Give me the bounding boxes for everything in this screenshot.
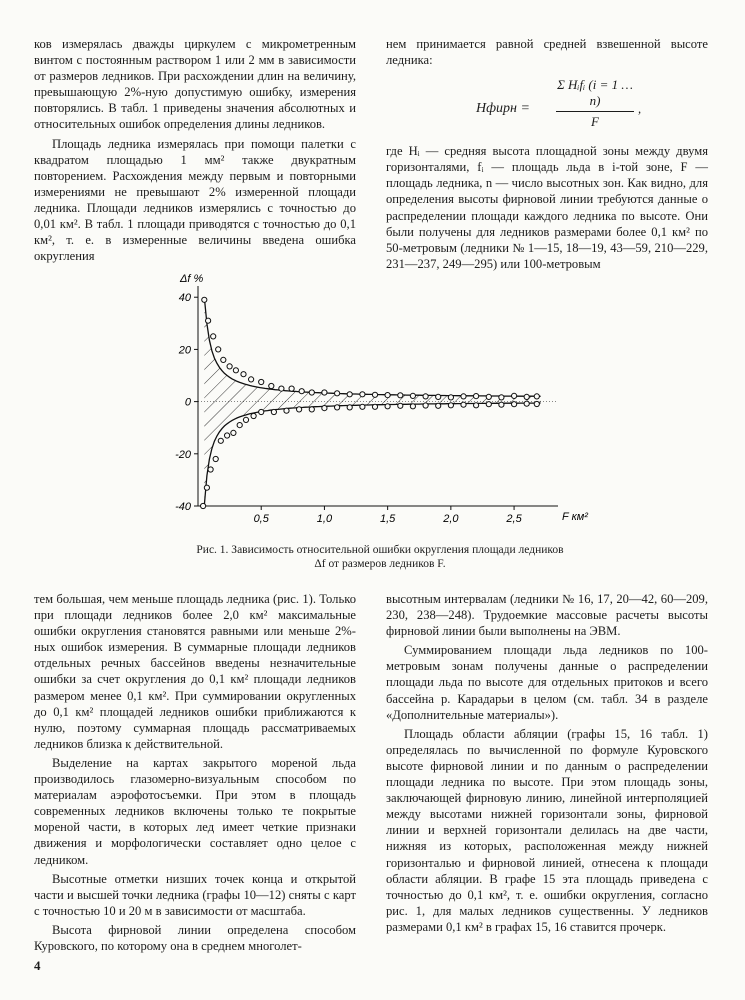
lower-data-point [284, 408, 289, 413]
paragraph: Высотные отметки низших точек конца и открытой части и высшей точки ледника (графы 10—12) сняты с карт с точностью 10 и 20 м в зависимости от масштаба. [34, 871, 356, 918]
upper-data-point [211, 334, 216, 339]
upper-data-point [410, 393, 415, 398]
lower-data-point [309, 407, 314, 412]
lower-data-point [360, 404, 365, 409]
lower-data-point [204, 485, 209, 490]
x-tick-label: 2,0 [443, 513, 459, 525]
lower-data-point [243, 417, 248, 422]
upper-data-point [221, 357, 226, 362]
upper-data-point [347, 392, 352, 397]
formula-fraction [556, 77, 634, 130]
paragraph: Площадь области абляции (графы 15, 16 табл. 1) определялась по вычисленной по формуле Куровского высоте фирновой линии и по данным о распределении площади ледника по высоте. При этом площадь зоны, заключающей фирновую линию, линейной интерполяцией между высотами нижней горизонтали зоны, фирновой линии и верхней горизонтали делилась на две части, нижняя из которых, расположенная между нижней горизонталью и фирновой линией, отнесена к площади области абляции. В графе 15 эта площадь приведена с точностью до 0,1 км², т. е. ошибки округления, согласно рис. 1, для малых ледников существенны. У ледников размерами 0,1 км² в графах 15, 16 ставится прочерк. [386, 726, 708, 934]
x-tick-label: 0,5 [253, 513, 269, 525]
upper-data-point [474, 394, 479, 399]
y-tick-label: 40 [178, 292, 191, 305]
y-tick-label: 0 [184, 396, 191, 409]
lower-data-point [448, 403, 453, 408]
lower-data-point [251, 413, 256, 418]
text-column-bottom-left [34, 591, 356, 957]
upper-data-point [227, 364, 232, 369]
paragraph: нем принимается равной средней взвешенной высоте ледника: [386, 37, 708, 68]
text-column-top-left [34, 36, 356, 267]
lower-data-point [436, 403, 441, 408]
upper-data-point [289, 386, 294, 391]
x-tick-label: 1,5 [379, 513, 396, 525]
lower-data-point [474, 403, 479, 408]
lower-data-point [534, 401, 539, 406]
upper-data-point [259, 379, 264, 384]
caption-line-2: Δf от размеров ледников F. [314, 558, 446, 570]
lower-data-point [423, 403, 428, 408]
lower-data-point [201, 503, 206, 508]
upper-data-point [534, 394, 539, 399]
formula-lhs: Hфирн = [476, 101, 530, 117]
upper-data-point [279, 386, 284, 391]
lower-data-point [237, 423, 242, 428]
y-tick-label: 20 [178, 344, 191, 357]
lower-data-point [259, 409, 264, 414]
upper-data-point [216, 347, 221, 352]
upper-data-point [249, 377, 254, 382]
text-column-top-right [386, 36, 708, 275]
lower-data-point [271, 409, 276, 414]
paragraph: тем большая, чем меньше площадь ледника (рис. 1). Только при площади ледников более 2,0 км² максимальные ошибки округления становятся равными или меньше 2%-ных ошибок измерения. В суммарные площади ледников отдельных речных бассейнов введены незначительные ошибки за счет округления до 0,1 км² площади ледников размером менее 0,1 км². При суммировании округленных до 0,1 км² площадей ледников ошибки приближаются к нулю, поэтому суммарная площадь рассматриваемых ледников близка к действительной. [34, 592, 356, 751]
paragraph: высотным интервалам (ледники № 16, 17, 20—42, 60—209, 230, 238—248). Трудоемкие массовые расчеты высоты фирновой линии были выполнены на ЭВМ. [386, 592, 708, 639]
lower-data-point [512, 402, 517, 407]
upper-data-point [448, 395, 453, 400]
text-column-bottom-right [386, 591, 708, 938]
paragraph: где Hᵢ — средняя высота площадной зоны между двумя горизонталями, fᵢ — площадь льда в i-той зоне, F — площадь ледника, n — число высотных зон. Как видно, для определения высоты фирновой линии требуются данные о распределении площади каждого ледника по высоте. Они были получены для ледников размерами более 0,1 км² по 50-метровым (ледники № 1—15, 18—19, 43—59, 210—229, 231—237, 249—295) или 100-метровым [386, 144, 708, 271]
upper-data-point [512, 393, 517, 398]
lower-data-point [461, 402, 466, 407]
upper-data-point [461, 394, 466, 399]
upper-data-point [385, 393, 390, 398]
lower-data-point [322, 406, 327, 411]
lower-data-point [231, 430, 236, 435]
y-axis-label: Δf % [180, 273, 204, 285]
lower-data-point [385, 404, 390, 409]
lower-data-point [499, 402, 504, 407]
upper-envelope-curve [204, 297, 540, 396]
y-tick-label: -20 [175, 448, 191, 461]
paragraph: Выделение на картах закрытого мореной льда производилось глазомерно-визуальным способом по материалам аэрофотосъемки. При этом в площадь современных ледников включены только те покрытые мореной части, в которых лед имеет четкие признаки движения и морфологически составляет одно целое с ледником. [34, 755, 356, 867]
lower-data-point [398, 403, 403, 408]
upper-data-point [372, 392, 377, 397]
lower-data-point [218, 438, 223, 443]
formula-denominator: F [591, 114, 599, 130]
upper-data-point [206, 318, 211, 323]
upper-data-point [423, 394, 428, 399]
upper-data-point [360, 392, 365, 397]
paragraph: Суммированием площади льда ледников по 100-метровым зонам получены данные о распределении площади льда по высоте для отдельных притоков и всего бассейна р. Карадарьи в целом (см. табл. 34 в разделе «Дополнительные материалы»). [386, 643, 708, 722]
lower-data-point [347, 405, 352, 410]
upper-data-point [202, 297, 207, 302]
paragraph: Площадь ледника измерялась при помощи палетки с квадратом площадью 1 мм² также двукратным повторением. Расхождения между первым и повторными измерениями не превышают 2% измеренной площади ледника. Площади ледников измерялись с точностью до 0,01 км². В табл. 1 площади приводятся с точностью до 0,1 км², т. е. в измеренные величины введена ошибка округления [34, 136, 356, 264]
lower-data-point [335, 405, 340, 410]
upper-data-point [486, 394, 491, 399]
upper-data-point [233, 368, 238, 373]
page-number: 4 [34, 958, 41, 973]
paragraph: Высота фирновой линии определена способом Куровского, по которому она в среднем многолет- [34, 922, 356, 953]
y-tick-label: -40 [175, 501, 191, 513]
x-axis-label: F км² [562, 511, 588, 523]
lower-data-point [372, 404, 377, 409]
hatched-error-band [204, 297, 540, 505]
upper-data-point [436, 394, 441, 399]
upper-data-point [335, 391, 340, 396]
upper-data-point [524, 394, 529, 399]
lower-data-point [524, 401, 529, 406]
firn-line-formula [386, 71, 708, 143]
lower-data-point [208, 467, 213, 472]
upper-data-point [299, 389, 304, 394]
upper-data-point [269, 383, 274, 388]
lower-data-point [410, 404, 415, 409]
upper-data-point [322, 390, 327, 395]
x-tick-label: 2,5 [506, 513, 522, 525]
fraction-bar [556, 111, 634, 112]
upper-data-point [398, 393, 403, 398]
paragraph: ков измерялась дважды циркулем с микрометренным винтом с постоянным раствором 1 или 2 мм в зависимости от размеров ледников. При расхождении длин на величину, превышающую 2%-ную допустимую ошибку, измерения повторялись. В табл. 1 приведены значения абсолютных и относительных ошибок определения длины ледников. [34, 37, 356, 132]
x-tick-label: 1,0 [316, 513, 333, 525]
upper-data-point [499, 395, 504, 400]
upper-data-point [241, 372, 246, 377]
caption-line-1: Рис. 1. Зависимость относительной ошибки округления площади ледников [196, 544, 564, 556]
formula-numerator: Σ Hᵢfᵢ (i = 1 … n) [557, 77, 633, 109]
lower-data-point [213, 456, 218, 461]
lower-data-point [225, 433, 230, 438]
lower-data-point [486, 402, 491, 407]
formula-trail: , [638, 102, 642, 117]
error-vs-area-chart [150, 268, 610, 540]
upper-data-point [309, 390, 314, 395]
figure-caption [100, 543, 660, 571]
lower-data-point [297, 407, 302, 412]
